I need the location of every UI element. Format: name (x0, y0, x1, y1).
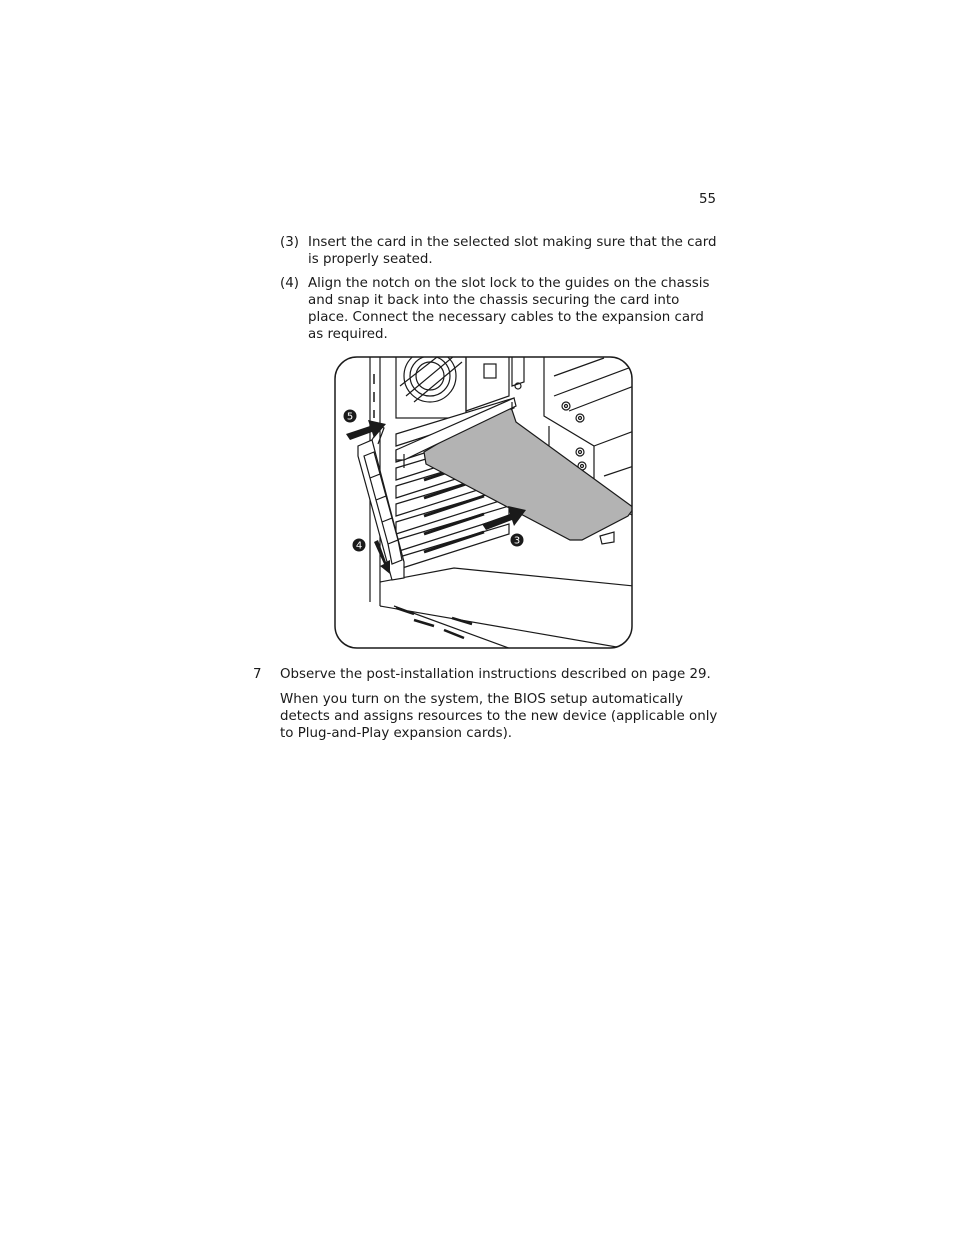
callout-label: 5 (346, 411, 354, 423)
item-number: 7 (253, 667, 262, 682)
callout-4 (353, 539, 366, 552)
step-text: Insert the card in the selected slot making sure that the card is properly seated. (308, 235, 717, 267)
page-number: 55 (699, 192, 717, 207)
callout-3 (511, 534, 524, 547)
callout-label: 4 (355, 540, 363, 552)
fan-housing (396, 356, 466, 418)
callout-label: 3 (513, 535, 521, 547)
callout-5 (344, 410, 357, 423)
item-text: Observe the post-installation instructions described on page 29. (280, 667, 711, 682)
step-text: Align the notch on the slot lock to the guides on the chassis and snap it back into the chassis securing the card into place. Connect the necessary cables to the expansion card as required. (308, 276, 710, 342)
step-number: (3) (280, 235, 299, 250)
bios-note: When you turn on the system, the BIOS setup automatically detects and assigns resources to the new device (applicable only to Plug-and-Play expansion cards). (280, 692, 718, 741)
step-number: (4) (280, 276, 299, 291)
expansion-card-installation-figure (334, 356, 634, 650)
